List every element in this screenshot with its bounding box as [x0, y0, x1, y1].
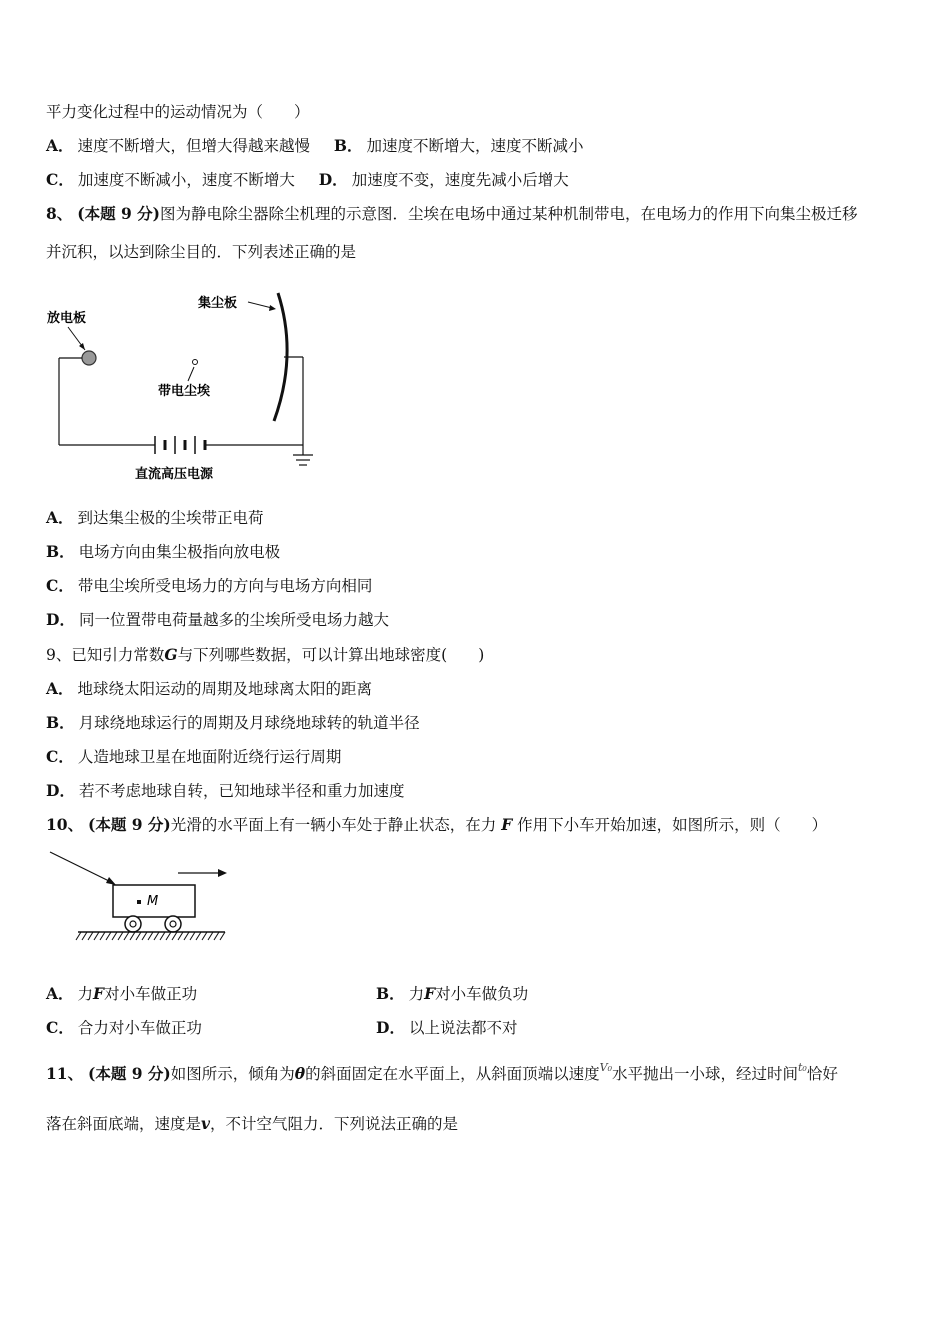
- q8-fig-arrowhead-collector: [269, 305, 276, 311]
- q11-v0: V₀: [599, 1061, 612, 1074]
- q9-symbol-g: G: [164, 645, 178, 664]
- q9-option-d-label: D．: [46, 781, 75, 800]
- q8-fig-label-discharge: 放电板: [47, 311, 87, 326]
- q8-option-b-label: B．: [46, 542, 75, 561]
- q8-option-a-label: A．: [46, 508, 74, 527]
- q10-option-b: [376, 984, 528, 1004]
- q11-score: (本题 9 分): [88, 1064, 171, 1083]
- q8-stem-line2: 并沉积，以达到除尘目的．下列表述正确的是: [46, 243, 357, 261]
- q8-option-c: [46, 576, 372, 596]
- q11-stem-line1: [46, 1061, 838, 1086]
- q8-option-a-text: 到达集尘极的尘埃带正电荷: [77, 509, 264, 527]
- q9-option-a: [46, 679, 372, 699]
- q8-option-b-text: 电场方向由集尘极指向放电极: [78, 543, 281, 561]
- q10-option-d-text: 以上说法都不对: [408, 1019, 518, 1037]
- q8-option-c-text: 带电尘埃所受电场力的方向与电场方向相同: [77, 577, 373, 595]
- q7-option-d-label: D．: [318, 170, 348, 189]
- q10-option-a-label: A．: [46, 984, 74, 1003]
- q8-fig-ground-symbol: [293, 455, 313, 465]
- q10-figure-cart: [45, 848, 235, 943]
- q11-stem-c: 水平抛出一小球，经过时间: [612, 1065, 799, 1083]
- q10-fig-ground-hatch: [76, 932, 225, 940]
- q7-option-c-text: 加速度不断减小，速度不断增大: [77, 171, 295, 189]
- q10-score: (本题 9 分): [88, 815, 171, 834]
- q8-option-a: [46, 508, 264, 528]
- q9-option-a-text: 地球绕太阳运动的周期及地球离太阳的距离: [77, 680, 373, 698]
- q10-option-a: [46, 984, 197, 1004]
- q7-option-a-text: 速度不断增大，但增大得越来越慢: [77, 137, 311, 155]
- q8-fig-label-collector: 集尘板: [198, 296, 238, 311]
- q9-option-b-text: 月球绕地球运行的周期及月球绕地球转的轨道半径: [78, 714, 420, 732]
- q11-stem-b: 的斜面固定在水平面上，从斜面顶端以速度: [305, 1065, 600, 1083]
- q9-number: 9、: [46, 646, 72, 664]
- q7-option-b-label: B．: [333, 136, 363, 155]
- q9-option-d: [46, 781, 404, 801]
- q8-fig-arrowhead-discharge: [79, 343, 85, 350]
- q10-fig-mass-dot: [137, 900, 141, 904]
- q8-number: 8、: [46, 204, 73, 223]
- q7-options-ab: [46, 136, 584, 156]
- q8-fig-label-power: 直流高压电源: [135, 467, 214, 482]
- q10-option-b-pre: 力: [408, 985, 425, 1003]
- q9-option-d-text: 若不考虑地球自转，已知地球半径和重力加速度: [78, 782, 405, 800]
- q10-option-b-label: B．: [376, 984, 405, 1003]
- q8-score: (本题 9 分): [77, 204, 160, 223]
- q10-fig-force-line: [50, 852, 111, 882]
- q8-figure-electrostatic-precipitator: [40, 285, 330, 485]
- q8-fig-charged-dust: [193, 360, 198, 365]
- q8-fig-label-dust: 带电尘埃: [158, 384, 211, 399]
- q10-stem-pre: 光滑的水平面上有一辆小车处于静止状态，在力: [170, 816, 497, 834]
- q9-stem: [46, 645, 484, 665]
- q9-option-c-label: C．: [46, 747, 74, 766]
- q7-option-b-text: 加速度不断增大，速度不断减小: [366, 137, 584, 155]
- q9-option-b: [46, 713, 420, 733]
- q11-stem-a: 如图所示，倾角为: [170, 1065, 295, 1083]
- q10-option-a-symbol: F: [93, 984, 105, 1003]
- q11-stem-d: 恰好: [806, 1065, 838, 1083]
- q7-option-a-label: A．: [46, 136, 74, 155]
- q10-option-b-symbol: F: [424, 984, 436, 1003]
- q11-stem-line2: [46, 1114, 458, 1134]
- q10-option-d-label: D．: [376, 1018, 405, 1037]
- q11-line2-pre: 落在斜面底端，速度是: [46, 1115, 202, 1133]
- q8-fig-arrow-dust: [188, 367, 194, 381]
- q11-theta: θ: [294, 1064, 306, 1083]
- q10-fig-wheel-right: [165, 916, 181, 932]
- q10-stem: [46, 815, 827, 835]
- q8-option-c-label: C．: [46, 576, 74, 595]
- q9-option-a-label: A．: [46, 679, 74, 698]
- q7-option-c-label: C．: [46, 170, 74, 189]
- q10-fig-wheel-left: [125, 916, 141, 932]
- q10-fig-mass-label: M: [147, 894, 159, 909]
- q10-option-c-text: 合力对小车做正功: [77, 1019, 202, 1037]
- q10-fig-force-arrowhead: [106, 877, 116, 885]
- q8-stem-line1: [46, 204, 858, 224]
- q10-option-d: [376, 1018, 517, 1038]
- q8-fig-discharge-electrode: [82, 351, 96, 365]
- q8-option-d-label: D．: [46, 610, 75, 629]
- q10-stem-post: 作用下小车开始加速，如图所示，则（ ）: [517, 816, 828, 834]
- q9-option-b-label: B．: [46, 713, 75, 732]
- q10-option-c-label: C．: [46, 1018, 74, 1037]
- q10-option-a-post: 对小车做正功: [104, 985, 198, 1003]
- q11-v: v: [201, 1114, 211, 1133]
- q10-number: 10、: [46, 815, 84, 834]
- q9-option-c: [46, 747, 341, 767]
- q11-line2-post: ，不计空气阻力．下列说法正确的是: [210, 1115, 459, 1133]
- q8-option-b: [46, 542, 280, 562]
- q8-fig-arrow-collector: [248, 302, 272, 308]
- q9-stem-pre: 已知引力常数: [71, 646, 165, 664]
- q10-option-a-pre: 力: [77, 985, 94, 1003]
- q8-option-d-text: 同一位置带电荷量越多的尘埃所受电场力越大: [78, 611, 389, 629]
- q8-stem-text: 图为静电除尘器除尘机理的示意图．尘埃在电场中通过某种机制带电，在电场力的作用下向集尘极迁移: [159, 205, 858, 223]
- q11-t0: t₀: [798, 1061, 807, 1074]
- q10-option-c: [46, 1018, 202, 1038]
- q11-number: 11、: [46, 1064, 84, 1083]
- q8-option-d: [46, 610, 389, 630]
- q8-fig-battery: [155, 436, 205, 454]
- q9-option-c-text: 人造地球卫星在地面附近绕行运行周期: [77, 748, 342, 766]
- q7-stem-tail: 平力变化过程中的运动情况为（ ）: [46, 103, 310, 121]
- q7-options-cd: [46, 170, 569, 190]
- q9-stem-post: 与下列哪些数据，可以计算出地球密度( ): [177, 646, 485, 664]
- q10-option-b-post: 对小车做负功: [435, 985, 529, 1003]
- q10-fig-motion-arrowhead: [218, 869, 227, 877]
- q7-option-d-text: 加速度不变，速度先减小后增大: [351, 171, 569, 189]
- q10-symbol-f: F: [501, 815, 513, 834]
